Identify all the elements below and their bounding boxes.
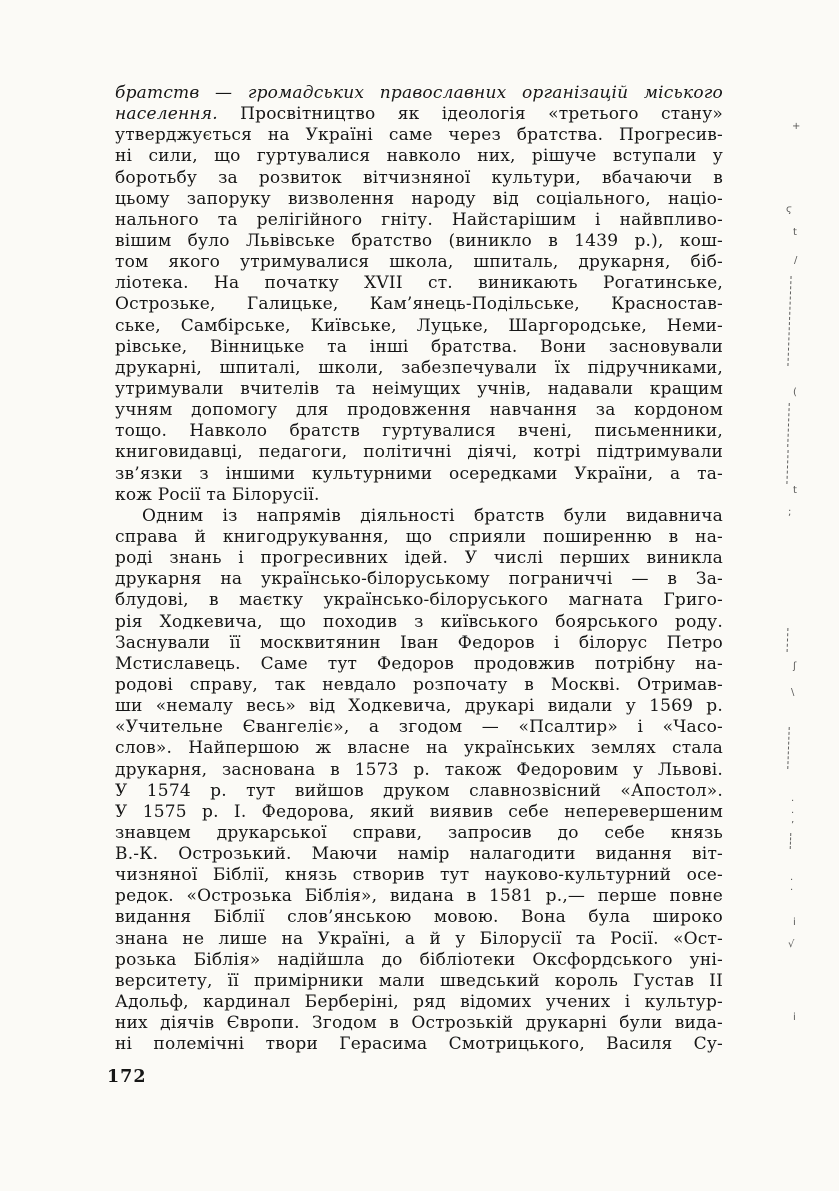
text-line — [115, 675, 723, 696]
margin-scan-mark: + — [792, 121, 801, 132]
text-line — [115, 442, 723, 463]
text-line — [115, 400, 723, 421]
text-line — [115, 717, 723, 738]
text-line — [115, 929, 723, 950]
margin-scan-mark: ( — [793, 387, 797, 398]
text-line — [115, 210, 723, 231]
text-segment: чизняної Біблії, князь створив тут науково-культурний осе- — [115, 865, 723, 886]
text-line — [115, 189, 723, 210]
text-segment: Мстиславець. Саме тут Федоров продовжив потрібну на- — [115, 653, 723, 674]
text-line — [115, 569, 723, 590]
text-line — [115, 738, 723, 759]
text-line — [115, 886, 723, 907]
text-segment: вішим було Львівське братство (виникло в 1439 р.), кош- — [115, 230, 723, 251]
text-segment: ні сили, що гуртувалися навколо них, рішуче вступали у — [115, 146, 723, 167]
text-line — [115, 125, 723, 146]
text-line — [115, 865, 723, 886]
text-line — [115, 168, 723, 189]
text-line — [115, 104, 723, 125]
margin-scan-mark: i — [793, 1012, 796, 1023]
margin-scan-mark: √ — [788, 939, 795, 950]
text-segment: ліотека. На початку XVII ст. виникають Рогатинське, — [115, 273, 723, 294]
text-segment: справа й книгодрукування, що сприяли поширенню в на- — [115, 526, 723, 547]
text-segment: Заснували її москвитянин Іван Федоров і білорус Петро — [115, 632, 723, 653]
text-segment: редок. «Острозька Біблія», видана в 1581 р.,— перше повне — [115, 886, 723, 907]
text-line — [115, 273, 723, 294]
margin-scan-mark — [787, 628, 789, 652]
text-line — [115, 633, 723, 654]
text-line — [115, 379, 723, 400]
text-segment: ши «немалу весь» від Ходкевича, друкарі видали у 1569 р. — [115, 696, 723, 717]
text-segment: В.-К. Острозький. Маючи намір налагодити видання віт- — [115, 844, 723, 865]
text-line — [115, 252, 723, 273]
text-segment: блудові, в маєтку українсько-білоруського магната Григо- — [115, 590, 723, 611]
text-segment: ське, Самбірське, Київське, Луцьке, Шаргородське, Неми- — [115, 315, 723, 336]
text-segment: друкарні, шпиталі, школи, забезпечували їх підручниками, — [115, 357, 723, 378]
text-line — [115, 696, 723, 717]
margin-scan-mark — [790, 833, 792, 849]
text-segment: знана не лише на Україні, а й у Білорусії та Росії. «Ост- — [115, 928, 723, 949]
margin-scan-mark: ϛ — [786, 204, 792, 215]
margin-scan-mark — [786, 450, 788, 484]
text-line — [115, 548, 723, 569]
text-line — [115, 612, 723, 633]
text-segment: рівське, Вінницьке та інші братства. Вони засновували — [115, 336, 723, 357]
text-segment: верситету, її примірники мали шведський король Густав II — [115, 970, 723, 991]
margin-scan-mark: ; — [788, 507, 792, 518]
text-segment: роді знань і прогресивних ідей. У числі перших виникла — [115, 548, 723, 569]
text-line — [115, 506, 723, 527]
margin-scan-mark: · — [790, 885, 794, 896]
text-segment: зв’язки з іншими культурними осередками України, а та- — [115, 463, 723, 484]
margin-scan-mark: · — [791, 808, 795, 819]
text-line — [115, 464, 723, 485]
text-segment: видання Біблії слов’янською мовою. Вона була широко — [115, 907, 723, 928]
text-line — [115, 971, 723, 992]
text-line — [115, 294, 723, 315]
text-line — [115, 421, 723, 442]
text-line — [115, 146, 723, 167]
margin-scan-mark: \ — [791, 687, 795, 698]
text-line — [115, 358, 723, 379]
text-line — [115, 802, 723, 823]
text-segment: Адольф, кардинал Берберіні, ряд відомих учених і культур- — [115, 992, 723, 1013]
text-segment: знавцем друкарської справи, запросив до себе князь — [115, 822, 723, 843]
text-line — [115, 907, 723, 928]
text-segment: утверджується на Україні саме через братства. Прогресив- — [115, 125, 723, 146]
text-segment: У 1575 р. І. Федорова, який виявив себе неперевершеним — [115, 801, 723, 822]
text-line — [115, 823, 723, 844]
text-segment: тощо. Навколо братств гуртувалися вчені, письменники, — [115, 421, 723, 442]
text-segment: книговидавці, педагоги, політичні діячі, котрі підтримували — [115, 442, 723, 463]
text-line — [115, 316, 723, 337]
text-segment: нального та релігійного гніту. Найстарішим і найвпливо- — [115, 209, 723, 230]
text-segment: ні полемічні твори Герасима Смотрицького, Василя Су- — [115, 1034, 723, 1055]
text-line — [115, 590, 723, 611]
text-segment: Просвітництво як ідеологія «третього стану» — [217, 104, 723, 125]
text-segment: рія Ходкевича, що походив з київського боярського роду. — [115, 611, 723, 632]
margin-scan-mark: t — [793, 485, 797, 496]
text-segment: том якого утримувалися школа, шпиталь, друкарня, біб- — [115, 252, 723, 273]
text-segment: родові справу, так невдало розпочату в Москві. Отримав- — [115, 674, 723, 695]
text-segment: них діячів Європи. Згодом в Острозькій друкарні були вида- — [115, 1013, 723, 1034]
text-line — [115, 1013, 723, 1034]
text-line — [115, 654, 723, 675]
text-segment: слов». Найпершою ж власне на українських землях стала — [115, 738, 723, 759]
text-line — [115, 992, 723, 1013]
margin-scan-mark: ’ — [791, 820, 795, 831]
text-segment: «Учительне Євангеліє», а згодом — «Псалтир» і «Часо- — [115, 717, 723, 738]
text-segment: розька Біблія» надійшла до бібліотеки Оксфордського уні- — [115, 949, 723, 970]
margin-scan-mark: t — [793, 227, 797, 238]
text-segment: друкарня на українсько-білоруському пограниччі — в За- — [115, 569, 723, 590]
margin-scan-mark — [787, 276, 791, 366]
text-segment: боротьбу за розвиток вітчизняної культури, вбачаючи в — [115, 167, 723, 188]
text-line — [115, 1034, 723, 1055]
page-number: 172 — [107, 1067, 147, 1087]
text-line — [115, 83, 723, 104]
text-segment: Острозьке, Галицьке, Кам’янець-Подільське, Красностав- — [115, 294, 723, 315]
text-segment: У 1574 р. тут вийшов друком славнозвісний «Апостол». — [115, 780, 723, 801]
margin-scan-mark: · — [790, 875, 794, 886]
italic-text-segment: населення. — [115, 104, 218, 125]
margin-scan-mark — [787, 727, 789, 769]
text-line — [115, 485, 723, 506]
text-segment: утримували вчителів та неімущих учнів, надавали кращим — [115, 378, 723, 399]
text-line — [115, 231, 723, 252]
text-segment: учням допомогу для продовження навчання за кордоном — [115, 400, 723, 421]
text-segment: друкарня, заснована в 1573 р. також Федоровим у Львові. — [115, 759, 723, 780]
text-line — [115, 781, 723, 802]
margin-scan-mark: ʃ — [793, 661, 797, 672]
margin-scan-mark: / — [794, 255, 798, 266]
text-block — [115, 83, 723, 1055]
text-line — [115, 337, 723, 358]
text-line — [115, 844, 723, 865]
margin-scan-mark — [787, 403, 790, 447]
text-segment: Одним із напрямів діяльності братств були видавнича — [142, 505, 723, 526]
text-line — [115, 950, 723, 971]
text-line — [115, 527, 723, 548]
italic-text-segment: братств — громадських православних організацій міського — [115, 83, 723, 103]
text-line — [115, 760, 723, 781]
text-segment: кож Росії та Білорусії. — [115, 484, 320, 505]
margin-scan-mark: i — [793, 917, 796, 928]
margin-scan-mark: · — [791, 796, 795, 807]
text-segment: цьому запоруку визволення народу від соціального, націо- — [115, 188, 723, 209]
